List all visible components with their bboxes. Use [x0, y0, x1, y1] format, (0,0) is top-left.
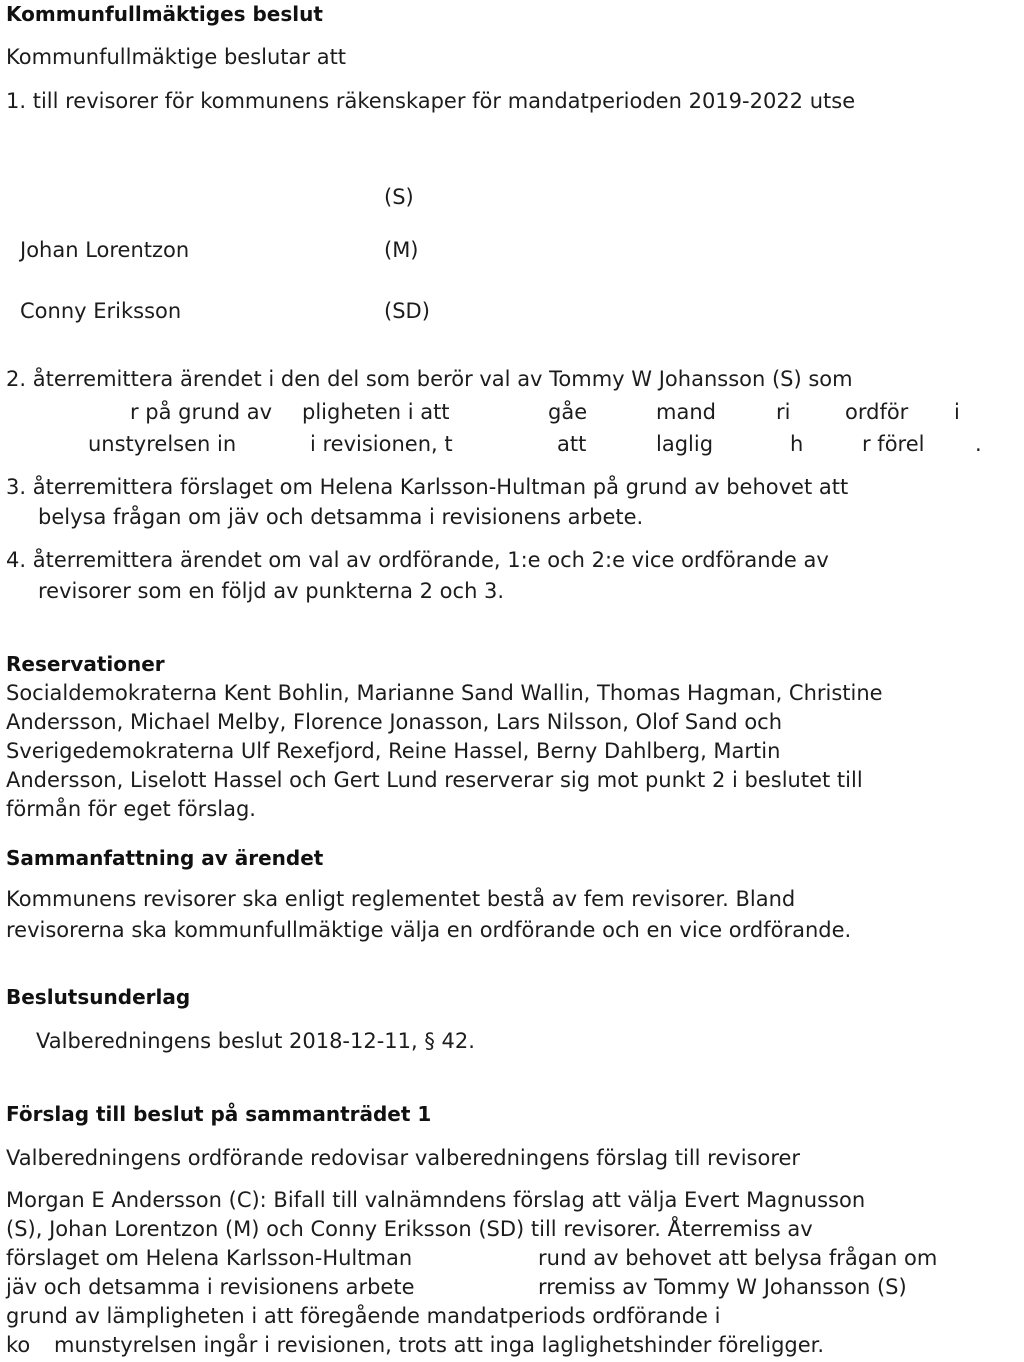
- basis-heading: Beslutsunderlag: [6, 985, 191, 1009]
- item-2-fragment: att: [557, 432, 587, 456]
- appointee-name: Conny Eriksson: [20, 299, 182, 323]
- summary-line: Kommunens revisorer ska enligt reglementet bestå av fem revisorer. Bland: [6, 887, 796, 911]
- proposals-line: Morgan E Andersson (C): Bifall till valnämndens förslag att välja Evert Magnusson: [6, 1188, 866, 1212]
- proposals-line: munstyrelsen ingår i revisionen, trots att inga laglighetshinder föreligger.: [54, 1333, 825, 1357]
- item-2-fragment: .: [975, 432, 982, 456]
- reservations-line: Socialdemokraterna Kent Bohlin, Marianne Sand Wallin, Thomas Hagman, Christine: [6, 681, 883, 705]
- item-2-fragment: ri: [776, 400, 791, 424]
- item-2-fragment: r förel: [862, 432, 925, 456]
- proposals-line: Valberedningens ordförande redovisar valberedningens förslag till revisorer: [6, 1146, 801, 1170]
- summary-line: revisorerna ska kommunfullmäktige välja en ordförande och en vice ordförande.: [6, 918, 852, 942]
- proposals-heading: Förslag till beslut på sammanträdet 1: [6, 1102, 432, 1126]
- proposals-line: (S), Johan Lorentzon (M) och Conny Eriksson (SD) till revisorer. Återremiss av: [6, 1217, 813, 1241]
- item-2-fragment: unstyrelsen in: [88, 432, 237, 456]
- decision-item-3: 3. återremittera förslaget om Helena Karlsson-Hultman på grund av behovet att: [6, 475, 849, 499]
- item-2-fragment: h: [790, 432, 804, 456]
- summary-heading: Sammanfattning av ärendet: [6, 846, 324, 870]
- item-2-fragment: i: [954, 400, 960, 424]
- reservations-line: Andersson, Liselott Hassel och Gert Lund reserverar sig mot punkt 2 i beslutet till: [6, 768, 863, 792]
- decision-heading: Kommunfullmäktiges beslut: [6, 2, 323, 26]
- proposals-line: rund av behovet att belysa frågan om: [538, 1246, 938, 1270]
- proposals-line: grund av lämpligheten i att föregående mandatperiods ordförande i: [6, 1304, 721, 1328]
- decision-item-2: 2. återremittera ärendet i den del som berör val av Tommy W Johansson (S) som: [6, 367, 853, 391]
- reservations-heading: Reservationer: [6, 652, 165, 676]
- item-2-fragment: pligheten i att: [302, 400, 450, 424]
- decision-intro: Kommunfullmäktige beslutar att: [6, 45, 347, 69]
- proposals-line: förslaget om Helena Karlsson-Hultman: [6, 1246, 413, 1270]
- appointee-name: Johan Lorentzon: [20, 238, 190, 262]
- proposals-line: jäv och detsamma i revisionens arbete: [6, 1275, 415, 1299]
- decision-item-4-cont: revisorer som en följd av punkterna 2 och 3.: [38, 579, 505, 603]
- appointee-party: (SD): [384, 299, 430, 323]
- item-2-fragment: mand: [656, 400, 716, 424]
- proposals-line: rremiss av Tommy W Johansson (S): [538, 1275, 907, 1299]
- appointee-party: (M): [384, 238, 419, 262]
- reservations-line: Andersson, Michael Melby, Florence Jonasson, Lars Nilsson, Olof Sand och: [6, 710, 783, 734]
- decision-item-1: 1. till revisorer för kommunens räkenskaper för mandatperioden 2019-2022 utse: [6, 89, 856, 113]
- proposals-line: ko: [6, 1333, 31, 1357]
- item-2-fragment: r på grund av: [130, 400, 273, 424]
- reservations-line: förmån för eget förslag.: [6, 797, 256, 821]
- item-2-fragment: laglig: [656, 432, 714, 456]
- item-2-fragment: ordför: [845, 400, 909, 424]
- appointee-party: (S): [384, 185, 414, 209]
- decision-item-4: 4. återremittera ärendet om val av ordförande, 1:e och 2:e vice ordförande av: [6, 548, 829, 572]
- item-2-fragment: gåe: [548, 400, 588, 424]
- reservations-line: Sverigedemokraterna Ulf Rexefjord, Reine Hassel, Berny Dahlberg, Martin: [6, 739, 781, 763]
- item-2-fragment: i revisionen, t: [310, 432, 453, 456]
- basis-item: Valberedningens beslut 2018-12-11, § 42.: [36, 1029, 475, 1053]
- decision-item-3-cont: belysa frågan om jäv och detsamma i revisionens arbete.: [38, 505, 644, 529]
